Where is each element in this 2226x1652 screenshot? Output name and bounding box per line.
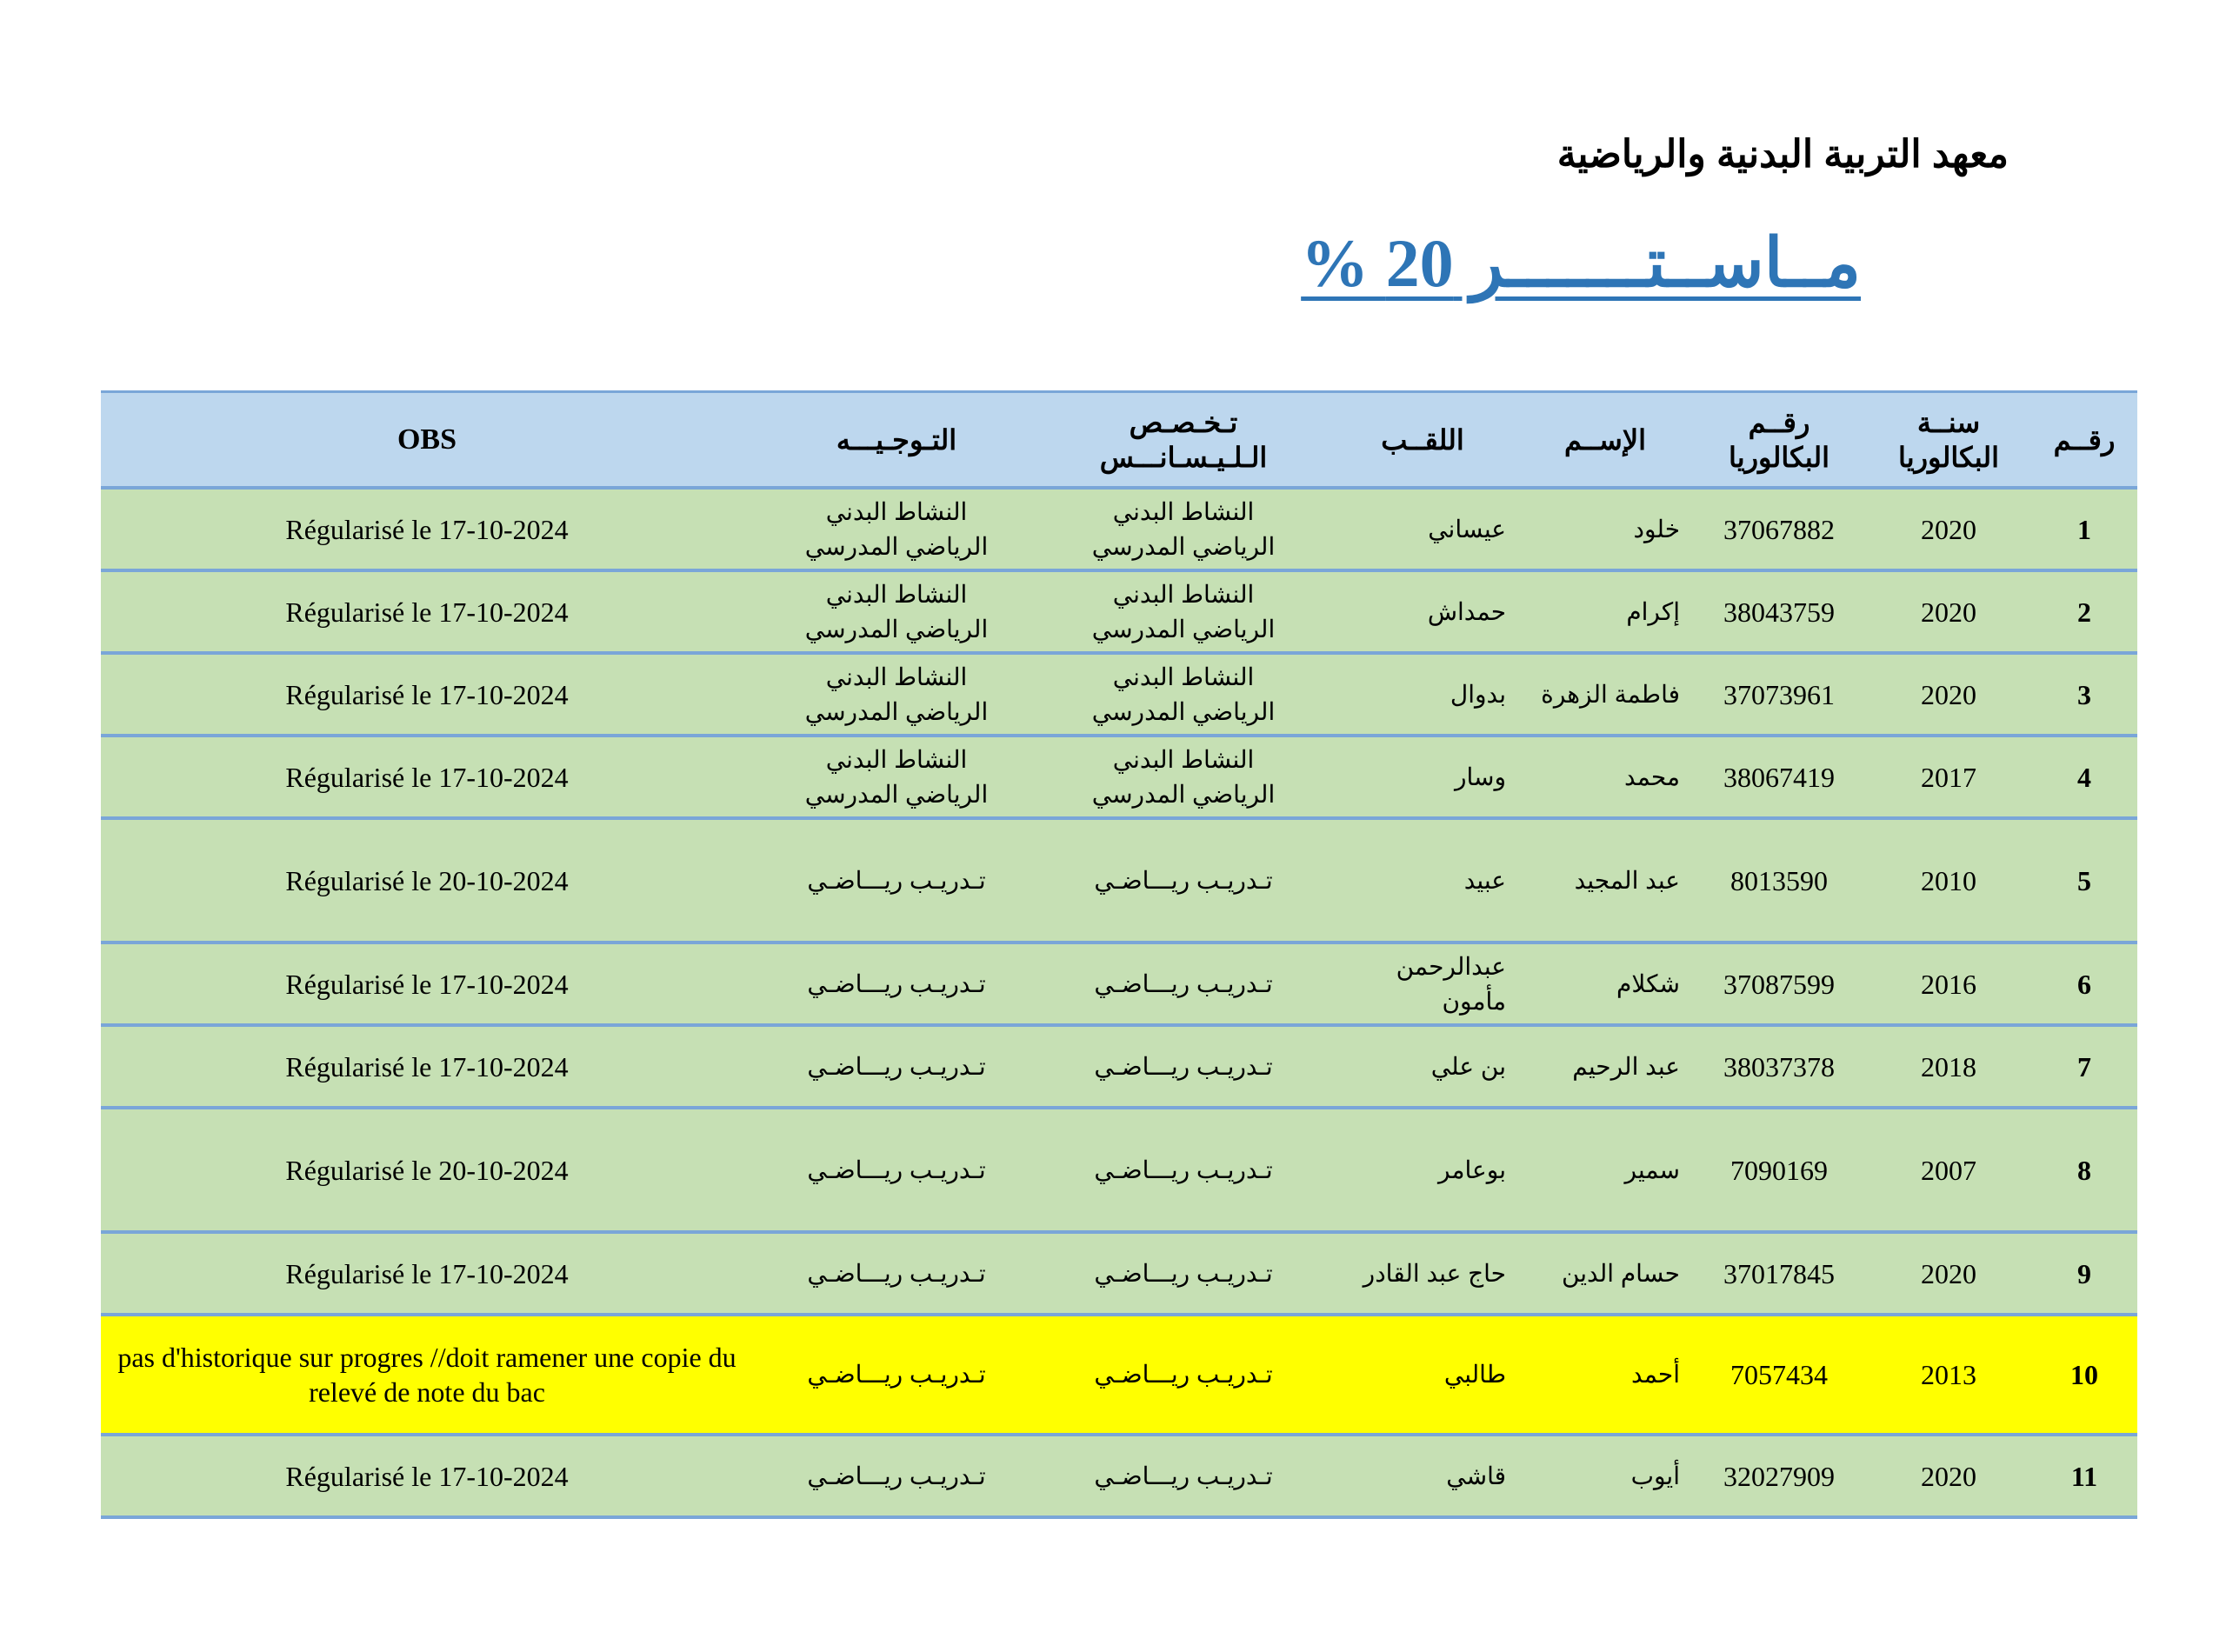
specialty-line: تـدريـب ريـــاضـي [1094,1156,1273,1183]
cell-bac-year: 2007 [1866,1108,2031,1232]
orientation-line: تـدريـب ريـــاضـي [807,969,986,997]
header-line: OBS [397,423,457,456]
cell-first-name: عبد الرحيم [1518,1025,1692,1108]
cell-specialty [1040,653,1327,736]
cell-obs: Régularisé le 17-10-2024 [101,570,753,653]
cell-first-name: عبد المجيد [1518,818,1692,943]
table-row [101,1315,2137,1435]
cell-first-name: أيوب [1518,1435,1692,1517]
cell-obs: Régularisé le 17-10-2024 [101,653,753,736]
cell-surname: بدوال [1327,653,1518,736]
cell-orientation [753,488,1040,570]
specialty-line: الرياضي المدرسي [1091,615,1276,643]
cell-number: 5 [2031,818,2137,943]
specialty-line: تـدريـب ريـــاضـي [1094,1462,1273,1489]
cell-first-name: حسام الدين [1518,1232,1692,1315]
cell-orientation [753,736,1040,818]
cell-number: 6 [2031,943,2137,1025]
cell-orientation [753,1232,1040,1315]
cell-specialty [1040,943,1327,1025]
cell-number: 2 [2031,570,2137,653]
cell-bac-year: 2013 [1866,1315,2031,1435]
orientation-line: تـدريـب ريـــاضـي [807,1052,986,1080]
column-header-orientation [753,392,1040,489]
cell-specialty [1040,1315,1327,1435]
column-header-bac-number [1692,392,1866,489]
cell-obs: pas d'historique sur progres //doit ramener une copie du relevé de note du bac [101,1315,753,1435]
orientation-line: الرياضي المدرسي [804,697,989,725]
cell-bac-number: 7057434 [1692,1315,1866,1435]
specialty-line: تـدريـب ريـــاضـي [1094,1259,1273,1287]
specialty-line: النشاط البدني [1112,497,1255,525]
header-line: الإســم [1564,423,1646,456]
cell-surname: بن علي [1327,1025,1518,1108]
specialty-line: الرياضي المدرسي [1091,532,1276,560]
table-row [101,488,2137,570]
cell-number: 9 [2031,1232,2137,1315]
cell-obs: Régularisé le 17-10-2024 [101,1232,753,1315]
orientation-line: تـدريـب ريـــاضـي [807,1462,986,1489]
cell-first-name: خلود [1518,488,1692,570]
cell-surname: عبيد [1327,818,1518,943]
specialty-line: الرياضي المدرسي [1091,697,1276,725]
orientation-line: تـدريـب ريـــاضـي [807,1259,986,1287]
specialty-line: النشاط البدني [1112,580,1255,608]
header-line: اللقــب [1381,423,1464,456]
cell-first-name: شكلام [1518,943,1692,1025]
cell-obs: Régularisé le 17-10-2024 [101,1435,753,1517]
table-row [101,653,2137,736]
cell-number: 8 [2031,1108,2137,1232]
header-line: تـخـصـص [1129,406,1238,438]
header-line: التـوجـيـــه [836,423,957,456]
cell-bac-year: 2010 [1866,818,2031,943]
table-row [101,1435,2137,1517]
column-header-specialty [1040,392,1327,489]
specialty-line: تـدريـب ريـــاضـي [1094,1052,1273,1080]
cell-bac-year: 2020 [1866,1232,2031,1315]
cell-orientation [753,653,1040,736]
cell-orientation [753,570,1040,653]
column-header-bac-year [1866,392,2031,489]
table-row [101,818,2137,943]
cell-obs: Régularisé le 17-10-2024 [101,488,753,570]
orientation-line: تـدريـب ريـــاضـي [807,866,986,894]
table-row [101,570,2137,653]
table-row [101,736,2137,818]
column-header-surname [1327,392,1518,489]
orientation-line: تـدريـب ريـــاضـي [807,1361,986,1388]
cell-obs: Régularisé le 17-10-2024 [101,943,753,1025]
cell-number: 3 [2031,653,2137,736]
program-title: مــاســتـــــــر 20 % [1301,225,1861,301]
cell-bac-year: 2020 [1866,1435,2031,1517]
orientation-line: النشاط البدني [825,663,968,690]
table-row [101,943,2137,1025]
column-header-number [2031,392,2137,489]
cell-bac-number: 37067882 [1692,488,1866,570]
orientation-line: النشاط البدني [825,497,968,525]
cell-obs: Régularisé le 20-10-2024 [101,1108,753,1232]
header-line: البكالوريا [1897,441,2000,473]
column-header-obs [101,392,753,489]
cell-bac-number: 38043759 [1692,570,1866,653]
cell-specialty [1040,1108,1327,1232]
cell-number: 10 [2031,1315,2137,1435]
cell-bac-year: 2016 [1866,943,2031,1025]
cell-specialty [1040,736,1327,818]
cell-bac-number: 38067419 [1692,736,1866,818]
cell-obs: Régularisé le 17-10-2024 [101,736,753,818]
cell-bac-number: 37073961 [1692,653,1866,736]
cell-orientation [753,1025,1040,1108]
cell-number: 4 [2031,736,2137,818]
cell-surname: قاشي [1327,1435,1518,1517]
orientation-line: الرياضي المدرسي [804,615,989,643]
cell-specialty [1040,1232,1327,1315]
cell-bac-number: 32027909 [1692,1435,1866,1517]
orientation-line: تـدريـب ريـــاضـي [807,1156,986,1183]
specialty-line: النشاط البدني [1112,745,1255,773]
header-line: الـلـيـسـانـــس [1099,441,1268,473]
cell-first-name: إكرام [1518,570,1692,653]
cell-surname: حمداش [1327,570,1518,653]
cell-bac-year: 2018 [1866,1025,2031,1108]
cell-bac-number: 7090169 [1692,1108,1866,1232]
cell-bac-number: 37017845 [1692,1232,1866,1315]
cell-bac-number: 38037378 [1692,1025,1866,1108]
cell-orientation [753,818,1040,943]
specialty-line: تـدريـب ريـــاضـي [1094,1361,1273,1388]
cell-surname: طالبي [1327,1315,1518,1435]
cell-number: 7 [2031,1025,2137,1108]
cell-orientation [753,1435,1040,1517]
cell-surname: بوعامر [1327,1108,1518,1232]
cell-specialty [1040,488,1327,570]
cell-orientation [753,1108,1040,1232]
institute-title: معهد التربية البدنية والرياضية [1556,133,2009,176]
cell-surname: وسار [1327,736,1518,818]
table-row [101,1232,2137,1315]
column-header-first-name [1518,392,1692,489]
cell-bac-year: 2020 [1866,653,2031,736]
cell-bac-number: 8013590 [1692,818,1866,943]
cell-orientation [753,1315,1040,1435]
cell-number: 11 [2031,1435,2137,1517]
table-row [101,1025,2137,1108]
specialty-line: النشاط البدني [1112,663,1255,690]
cell-specialty [1040,1025,1327,1108]
table-row [101,1108,2137,1232]
orientation-line: الرياضي المدرسي [804,532,989,560]
students-table [101,390,2137,1519]
cell-bac-year: 2020 [1866,570,2031,653]
cell-first-name: سمير [1518,1108,1692,1232]
specialty-line: الرياضي المدرسي [1091,780,1276,808]
cell-specialty [1040,818,1327,943]
cell-bac-year: 2020 [1866,488,2031,570]
cell-surname: عيساني [1327,488,1518,570]
cell-specialty [1040,1435,1327,1517]
header-line: رقــم [1748,406,1810,438]
header-line: البكالوريا [1728,441,1830,473]
table-header-row [101,392,2137,489]
specialty-line: تـدريـب ريـــاضـي [1094,969,1273,997]
cell-obs: Régularisé le 17-10-2024 [101,1025,753,1108]
orientation-line: النشاط البدني [825,745,968,773]
cell-bac-number: 37087599 [1692,943,1866,1025]
cell-obs: Régularisé le 20-10-2024 [101,818,753,943]
cell-specialty [1040,570,1327,653]
cell-surname: حاج عبد القادر [1327,1232,1518,1315]
cell-orientation [753,943,1040,1025]
cell-first-name: فاطمة الزهرة [1518,653,1692,736]
orientation-line: النشاط البدني [825,580,968,608]
cell-first-name: محمد [1518,736,1692,818]
header-line: سنــة [1916,406,1981,438]
cell-number: 1 [2031,488,2137,570]
specialty-line: تـدريـب ريـــاضـي [1094,866,1273,894]
header-line: رقــم [2053,423,2116,456]
orientation-line: الرياضي المدرسي [804,780,989,808]
cell-bac-year: 2017 [1866,736,2031,818]
cell-first-name: أحمد [1518,1315,1692,1435]
cell-surname: عبدالرحمن مأمون [1327,943,1518,1025]
